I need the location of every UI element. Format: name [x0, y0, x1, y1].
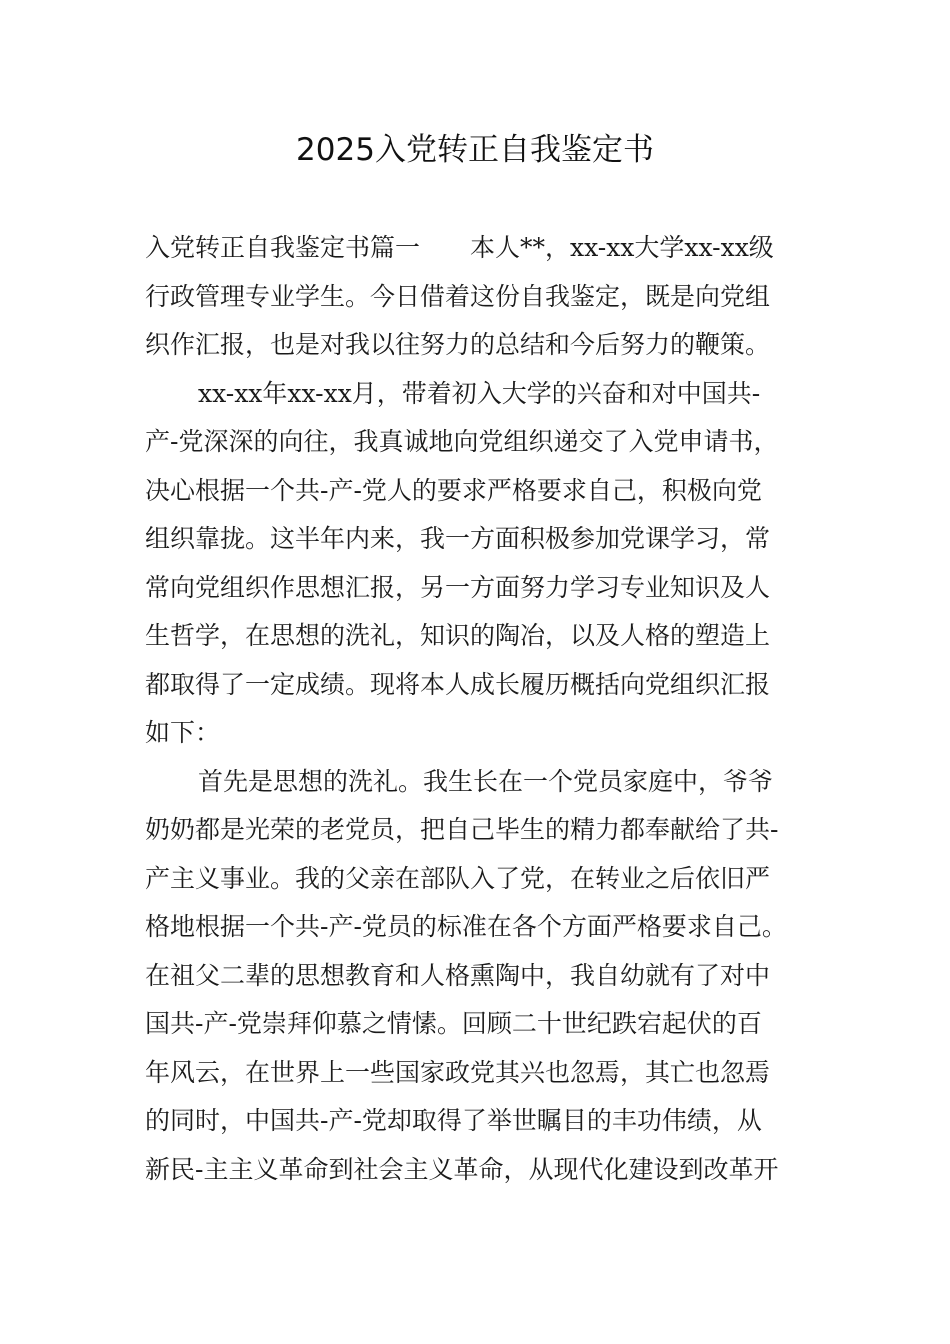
paragraph-line: 国共-产-党崇拜仰慕之情愫。回顾二十世纪跌宕起伏的百	[145, 1009, 762, 1038]
paragraph-line: 组织靠拢。这半年内来，我一方面积极参加党课学习，常	[145, 524, 771, 553]
paragraph-line: 年风云，在世界上一些国家政党其兴也忽焉，其亡也忽焉	[145, 1057, 771, 1087]
paragraph-line: 常向党组织作思想汇报，另一方面努力学习专业知识及人	[145, 572, 771, 602]
document-title: 2025入党转正自我鉴定书	[296, 132, 654, 168]
paragraph-line: 生哲学，在思想的洗礼，知识的陶冶，以及人格的塑造上	[145, 621, 771, 650]
paragraph-line: 产主义事业。我的父亲在部队入了党，在转业之后依旧严	[145, 863, 771, 893]
paragraph-line: 新民-主主义革命到社会主义革命，从现代化建设到改革开	[145, 1154, 779, 1184]
paragraph-line: 决心根据一个共-产-党人的要求严格要求自己，积极向党	[145, 475, 762, 505]
document-body	[145, 224, 810, 1194]
paragraph-line: 在祖父二辈的思想教育和人格熏陶中，我自幼就有了对中	[145, 960, 771, 990]
paragraph-line: 产-党深深的向往，我真诚地向党组织递交了入党申请书，	[145, 427, 779, 456]
paragraph-line: 奶奶都是光荣的老党员，把自己毕生的精力都奉献给了共-	[145, 815, 779, 844]
paragraph-line: xx-xx年xx-xx月，带着初入大学的兴奋和对中国共-	[198, 378, 761, 408]
paragraph-line: 首先是思想的洗礼。我生长在一个党员家庭中，爷爷	[198, 766, 774, 796]
paragraph-line: 如下：	[145, 718, 221, 747]
paragraph-line: 都取得了一定成绩。现将本人成长履历概括向党组织汇报	[145, 669, 771, 699]
paragraph-line: 行政管理专业学生。今日借着这份自我鉴定，既是向党组	[145, 281, 771, 311]
paragraph-line: 织作汇报，也是对我以往努力的总结和今后努力的鞭策。	[145, 330, 771, 359]
paragraph-line: 入党转正自我鉴定书篇一 本人**，xx-xx大学xx-xx级	[145, 233, 774, 262]
paragraph-line: 的同时，中国共-产-党却取得了举世瞩目的丰功伟绩，从	[145, 1106, 762, 1135]
paragraph-line: 格地根据一个共-产-党员的标准在各个方面严格要求自己。	[145, 912, 787, 941]
